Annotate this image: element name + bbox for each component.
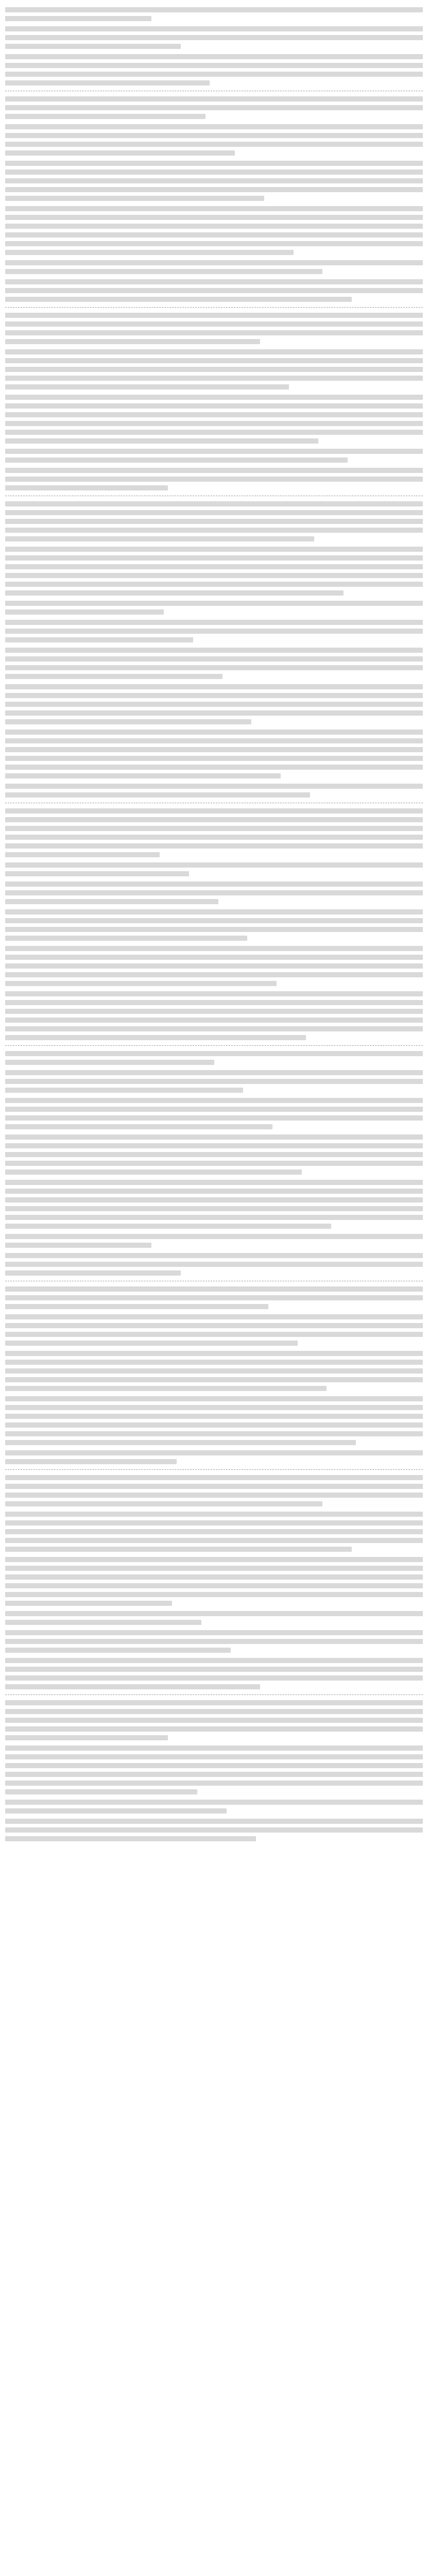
text-line-placeholder: [5, 1026, 423, 1031]
paragraph-placeholder: [5, 449, 423, 463]
text-line-placeholder: [5, 187, 423, 192]
dashed-divider: [5, 307, 423, 308]
text-line-placeholder: [5, 72, 423, 77]
text-line-placeholder: [5, 339, 260, 344]
text-line-placeholder: [5, 1405, 423, 1410]
text-line-placeholder: [5, 1459, 177, 1464]
text-line-placeholder: [5, 321, 423, 327]
document-section: [5, 808, 423, 1040]
text-line-placeholder: [5, 1789, 197, 1794]
text-line-placeholder: [5, 224, 423, 229]
text-line-placeholder: [5, 909, 423, 914]
paragraph-placeholder: [5, 161, 423, 201]
text-line-placeholder: [5, 871, 189, 876]
text-line-placeholder: [5, 1304, 268, 1309]
text-line-placeholder: [5, 438, 318, 444]
text-line-placeholder: [5, 555, 423, 561]
document-section: [5, 7, 423, 86]
text-line-placeholder: [5, 1763, 423, 1768]
text-line-placeholder: [5, 1115, 423, 1121]
paragraph-placeholder: [5, 1658, 423, 1689]
text-line-placeholder: [5, 1520, 423, 1526]
paragraph-placeholder: [5, 1745, 423, 1794]
text-line-placeholder: [5, 1475, 423, 1480]
text-line-placeholder: [5, 826, 423, 831]
text-line-placeholder: [5, 765, 423, 770]
text-line-placeholder: [5, 250, 294, 255]
text-line-placeholder: [5, 1189, 423, 1194]
paragraph-placeholder: [5, 1800, 423, 1814]
text-line-placeholder: [5, 1431, 423, 1436]
text-line-placeholder: [5, 457, 348, 463]
text-line-placeholder: [5, 918, 423, 923]
text-line-placeholder: [5, 313, 423, 318]
text-line-placeholder: [5, 1107, 423, 1112]
paragraph-placeholder: [5, 1630, 423, 1653]
text-line-placeholder: [5, 1143, 423, 1148]
text-line-placeholder: [5, 1124, 272, 1129]
text-line-placeholder: [5, 1152, 423, 1157]
text-line-placeholder: [5, 1611, 423, 1616]
text-line-placeholder: [5, 927, 423, 932]
text-line-placeholder: [5, 1800, 423, 1805]
text-line-placeholder: [5, 1180, 423, 1185]
document-section: [5, 96, 423, 302]
text-line-placeholder: [5, 609, 164, 615]
text-line-placeholder: [5, 1224, 331, 1229]
text-line-placeholder: [5, 648, 423, 653]
paragraph-placeholder: [5, 1051, 423, 1065]
paragraph-placeholder: [5, 882, 423, 904]
text-line-placeholder: [5, 1684, 260, 1689]
text-line-placeholder: [5, 161, 423, 166]
text-line-placeholder: [5, 792, 310, 798]
document-section: [5, 313, 423, 490]
text-line-placeholder: [5, 1675, 423, 1681]
text-line-placeholder: [5, 142, 423, 147]
text-line-placeholder: [5, 35, 423, 40]
text-line-placeholder: [5, 1726, 423, 1732]
paragraph-placeholder: [5, 620, 423, 642]
paragraph-placeholder: [5, 1351, 423, 1391]
text-line-placeholder: [5, 637, 193, 642]
document-section: [5, 1286, 423, 1464]
text-line-placeholder: [5, 1197, 423, 1202]
text-line-placeholder: [5, 1827, 423, 1833]
text-line-placeholder: [5, 384, 289, 389]
text-line-placeholder: [5, 349, 423, 354]
paragraph-placeholder: [5, 124, 423, 156]
text-line-placeholder: [5, 279, 423, 284]
text-line-placeholder: [5, 1386, 327, 1391]
text-line-placeholder: [5, 1592, 423, 1597]
text-line-placeholder: [5, 1440, 356, 1445]
paragraph-placeholder: [5, 730, 423, 778]
text-line-placeholder: [5, 178, 423, 183]
text-line-placeholder: [5, 477, 423, 482]
paragraph-placeholder: [5, 946, 423, 986]
text-line-placeholder: [5, 1360, 423, 1365]
text-line-placeholder: [5, 1351, 423, 1356]
text-line-placeholder: [5, 1206, 423, 1211]
text-line-placeholder: [5, 582, 423, 587]
text-line-placeholder: [5, 260, 423, 265]
text-line-placeholder: [5, 196, 264, 201]
text-line-placeholder: [5, 1215, 423, 1220]
dashed-divider: [5, 1694, 423, 1695]
paragraph-placeholder: [5, 96, 423, 119]
text-line-placeholder: [5, 1754, 423, 1759]
text-line-placeholder: [5, 206, 423, 211]
text-line-placeholder: [5, 719, 251, 724]
text-line-placeholder: [5, 1484, 423, 1489]
text-line-placeholder: [5, 26, 423, 31]
text-line-placeholder: [5, 1170, 302, 1175]
text-line-placeholder: [5, 808, 423, 814]
text-line-placeholder: [5, 468, 423, 473]
text-line-placeholder: [5, 936, 247, 941]
paragraph-placeholder: [5, 909, 423, 941]
text-line-placeholder: [5, 674, 222, 679]
text-line-placeholder: [5, 150, 235, 156]
text-line-placeholder: [5, 684, 423, 689]
text-line-placeholder: [5, 1009, 423, 1014]
text-line-placeholder: [5, 376, 423, 381]
text-line-placeholder: [5, 1079, 423, 1084]
text-line-placeholder: [5, 288, 423, 293]
text-line-placeholder: [5, 1253, 423, 1258]
text-line-placeholder: [5, 96, 423, 101]
text-line-placeholder: [5, 547, 423, 552]
text-line-placeholder: [5, 890, 423, 895]
text-line-placeholder: [5, 1601, 172, 1606]
text-line-placeholder: [5, 105, 423, 110]
text-line-placeholder: [5, 1620, 201, 1625]
text-line-placeholder: [5, 1396, 423, 1401]
text-line-placeholder: [5, 1377, 423, 1382]
text-line-placeholder: [5, 1648, 231, 1653]
text-line-placeholder: [5, 133, 423, 138]
text-line-placeholder: [5, 1836, 256, 1841]
paragraph-placeholder: [5, 260, 423, 274]
text-line-placeholder: [5, 124, 423, 129]
text-line-placeholder: [5, 80, 210, 86]
text-line-placeholder: [5, 899, 218, 904]
text-line-placeholder: [5, 1557, 423, 1562]
text-line-placeholder: [5, 1051, 423, 1056]
text-line-placeholder: [5, 1323, 423, 1328]
text-line-placeholder: [5, 773, 281, 778]
text-line-placeholder: [5, 1819, 423, 1824]
paragraph-placeholder: [5, 1819, 423, 1841]
text-line-placeholder: [5, 1630, 423, 1635]
text-line-placeholder: [5, 1368, 423, 1374]
text-line-placeholder: [5, 882, 423, 887]
text-line-placeholder: [5, 1088, 243, 1093]
text-line-placeholder: [5, 702, 423, 707]
text-line-placeholder: [5, 1566, 423, 1571]
text-line-placeholder: [5, 1781, 423, 1786]
text-line-placeholder: [5, 862, 423, 868]
text-line-placeholder: [5, 114, 206, 119]
text-line-placeholder: [5, 330, 423, 335]
text-line-placeholder: [5, 1529, 423, 1534]
text-line-placeholder: [5, 817, 423, 822]
paragraph-placeholder: [5, 26, 423, 49]
paragraph-placeholder: [5, 54, 423, 86]
text-line-placeholder: [5, 1341, 298, 1346]
text-line-placeholder: [5, 1286, 423, 1292]
text-line-placeholder: [5, 501, 423, 506]
dashed-divider: [5, 1469, 423, 1470]
text-line-placeholder: [5, 963, 423, 969]
paragraph-placeholder: [5, 501, 423, 541]
text-line-placeholder: [5, 1493, 423, 1498]
text-line-placeholder: [5, 710, 423, 716]
paragraph-placeholder: [5, 862, 423, 876]
text-line-placeholder: [5, 955, 423, 960]
text-line-placeholder: [5, 972, 423, 977]
text-line-placeholder: [5, 412, 423, 417]
text-line-placeholder: [5, 1234, 423, 1239]
paragraph-placeholder: [5, 808, 423, 857]
text-line-placeholder: [5, 170, 423, 175]
text-line-placeholder: [5, 590, 344, 596]
text-line-placeholder: [5, 1658, 423, 1663]
text-line-placeholder: [5, 54, 423, 59]
text-line-placeholder: [5, 656, 423, 662]
text-line-placeholder: [5, 7, 423, 12]
text-line-placeholder: [5, 747, 423, 752]
paragraph-placeholder: [5, 7, 423, 21]
text-line-placeholder: [5, 573, 423, 578]
paragraph-placeholder: [5, 1234, 423, 1248]
paragraph-placeholder: [5, 279, 423, 302]
text-line-placeholder: [5, 1583, 423, 1588]
paragraph-placeholder: [5, 468, 423, 490]
text-line-placeholder: [5, 1772, 423, 1777]
paragraph-placeholder: [5, 1134, 423, 1175]
text-line-placeholder: [5, 835, 423, 840]
text-line-placeholder: [5, 1639, 423, 1644]
text-line-placeholder: [5, 730, 423, 735]
text-line-placeholder: [5, 1414, 423, 1419]
text-line-placeholder: [5, 367, 423, 372]
text-line-placeholder: [5, 485, 168, 490]
text-line-placeholder: [5, 1709, 423, 1714]
paragraph-placeholder: [5, 1557, 423, 1606]
text-line-placeholder: [5, 44, 181, 49]
text-line-placeholder: [5, 1295, 423, 1300]
text-line-placeholder: [5, 738, 423, 743]
document-section: [5, 1475, 423, 1689]
paragraph-placeholder: [5, 313, 423, 344]
text-line-placeholder: [5, 421, 423, 426]
paragraph-placeholder: [5, 1253, 423, 1276]
text-line-placeholder: [5, 981, 277, 986]
text-line-placeholder: [5, 1574, 423, 1580]
text-line-placeholder: [5, 620, 423, 625]
dashed-divider: [5, 1045, 423, 1046]
text-line-placeholder: [5, 1134, 423, 1140]
paragraph-placeholder: [5, 1700, 423, 1740]
paragraph-placeholder: [5, 1611, 423, 1625]
text-line-placeholder: [5, 1018, 423, 1023]
text-line-placeholder: [5, 241, 423, 246]
text-line-placeholder: [5, 946, 423, 951]
paragraph-placeholder: [5, 1070, 423, 1093]
paragraph-placeholder: [5, 601, 423, 615]
text-line-placeholder: [5, 693, 423, 698]
text-line-placeholder: [5, 852, 160, 857]
text-line-placeholder: [5, 1314, 423, 1319]
paragraph-placeholder: [5, 684, 423, 724]
paragraph-placeholder: [5, 648, 423, 679]
text-line-placeholder: [5, 1450, 423, 1455]
text-line-placeholder: [5, 1501, 322, 1506]
text-line-placeholder: [5, 528, 423, 533]
paragraph-placeholder: [5, 349, 423, 389]
text-line-placeholder: [5, 358, 423, 363]
text-line-placeholder: [5, 1735, 168, 1740]
text-line-placeholder: [5, 430, 423, 435]
paragraph-placeholder: [5, 1450, 423, 1464]
text-line-placeholder: [5, 297, 352, 302]
paragraph-placeholder: [5, 547, 423, 596]
paragraph-placeholder: [5, 991, 423, 1040]
document-section: [5, 1051, 423, 1276]
text-line-placeholder: [5, 564, 423, 569]
paragraph-placeholder: [5, 784, 423, 798]
text-line-placeholder: [5, 269, 322, 274]
text-line-placeholder: [5, 1098, 423, 1103]
text-line-placeholder: [5, 1700, 423, 1705]
paragraph-placeholder: [5, 1098, 423, 1129]
paragraph-placeholder: [5, 1475, 423, 1506]
paragraph-placeholder: [5, 206, 423, 255]
text-line-placeholder: [5, 784, 423, 789]
text-line-placeholder: [5, 536, 314, 541]
text-line-placeholder: [5, 215, 423, 220]
paragraph-placeholder: [5, 1396, 423, 1445]
paragraph-placeholder: [5, 1314, 423, 1346]
text-line-placeholder: [5, 1161, 423, 1166]
text-line-placeholder: [5, 1060, 214, 1065]
text-line-placeholder: [5, 510, 423, 515]
text-line-placeholder: [5, 1808, 227, 1814]
text-line-placeholder: [5, 1332, 423, 1337]
text-line-placeholder: [5, 1262, 423, 1267]
text-line-placeholder: [5, 1422, 423, 1428]
text-line-placeholder: [5, 1538, 423, 1543]
text-line-placeholder: [5, 1512, 423, 1517]
paragraph-placeholder: [5, 395, 423, 444]
text-line-placeholder: [5, 1000, 423, 1005]
text-line-placeholder: [5, 601, 423, 606]
text-line-placeholder: [5, 756, 423, 761]
text-line-placeholder: [5, 1745, 423, 1751]
paragraph-placeholder: [5, 1286, 423, 1309]
text-line-placeholder: [5, 1243, 151, 1248]
text-line-placeholder: [5, 991, 423, 996]
document-body: [5, 7, 423, 1841]
text-line-placeholder: [5, 1035, 306, 1040]
text-line-placeholder: [5, 232, 423, 238]
text-line-placeholder: [5, 519, 423, 524]
text-line-placeholder: [5, 1547, 352, 1552]
document-section: [5, 501, 423, 798]
text-line-placeholder: [5, 1718, 423, 1723]
text-line-placeholder: [5, 449, 423, 454]
document-section: [5, 1700, 423, 1841]
text-line-placeholder: [5, 63, 423, 68]
text-line-placeholder: [5, 1667, 423, 1672]
text-line-placeholder: [5, 395, 423, 400]
text-line-placeholder: [5, 665, 423, 670]
text-line-placeholder: [5, 629, 423, 634]
text-line-placeholder: [5, 16, 151, 21]
paragraph-placeholder: [5, 1512, 423, 1552]
text-line-placeholder: [5, 1070, 423, 1075]
text-line-placeholder: [5, 843, 423, 849]
text-line-placeholder: [5, 1270, 181, 1276]
paragraph-placeholder: [5, 1180, 423, 1229]
text-line-placeholder: [5, 403, 423, 409]
